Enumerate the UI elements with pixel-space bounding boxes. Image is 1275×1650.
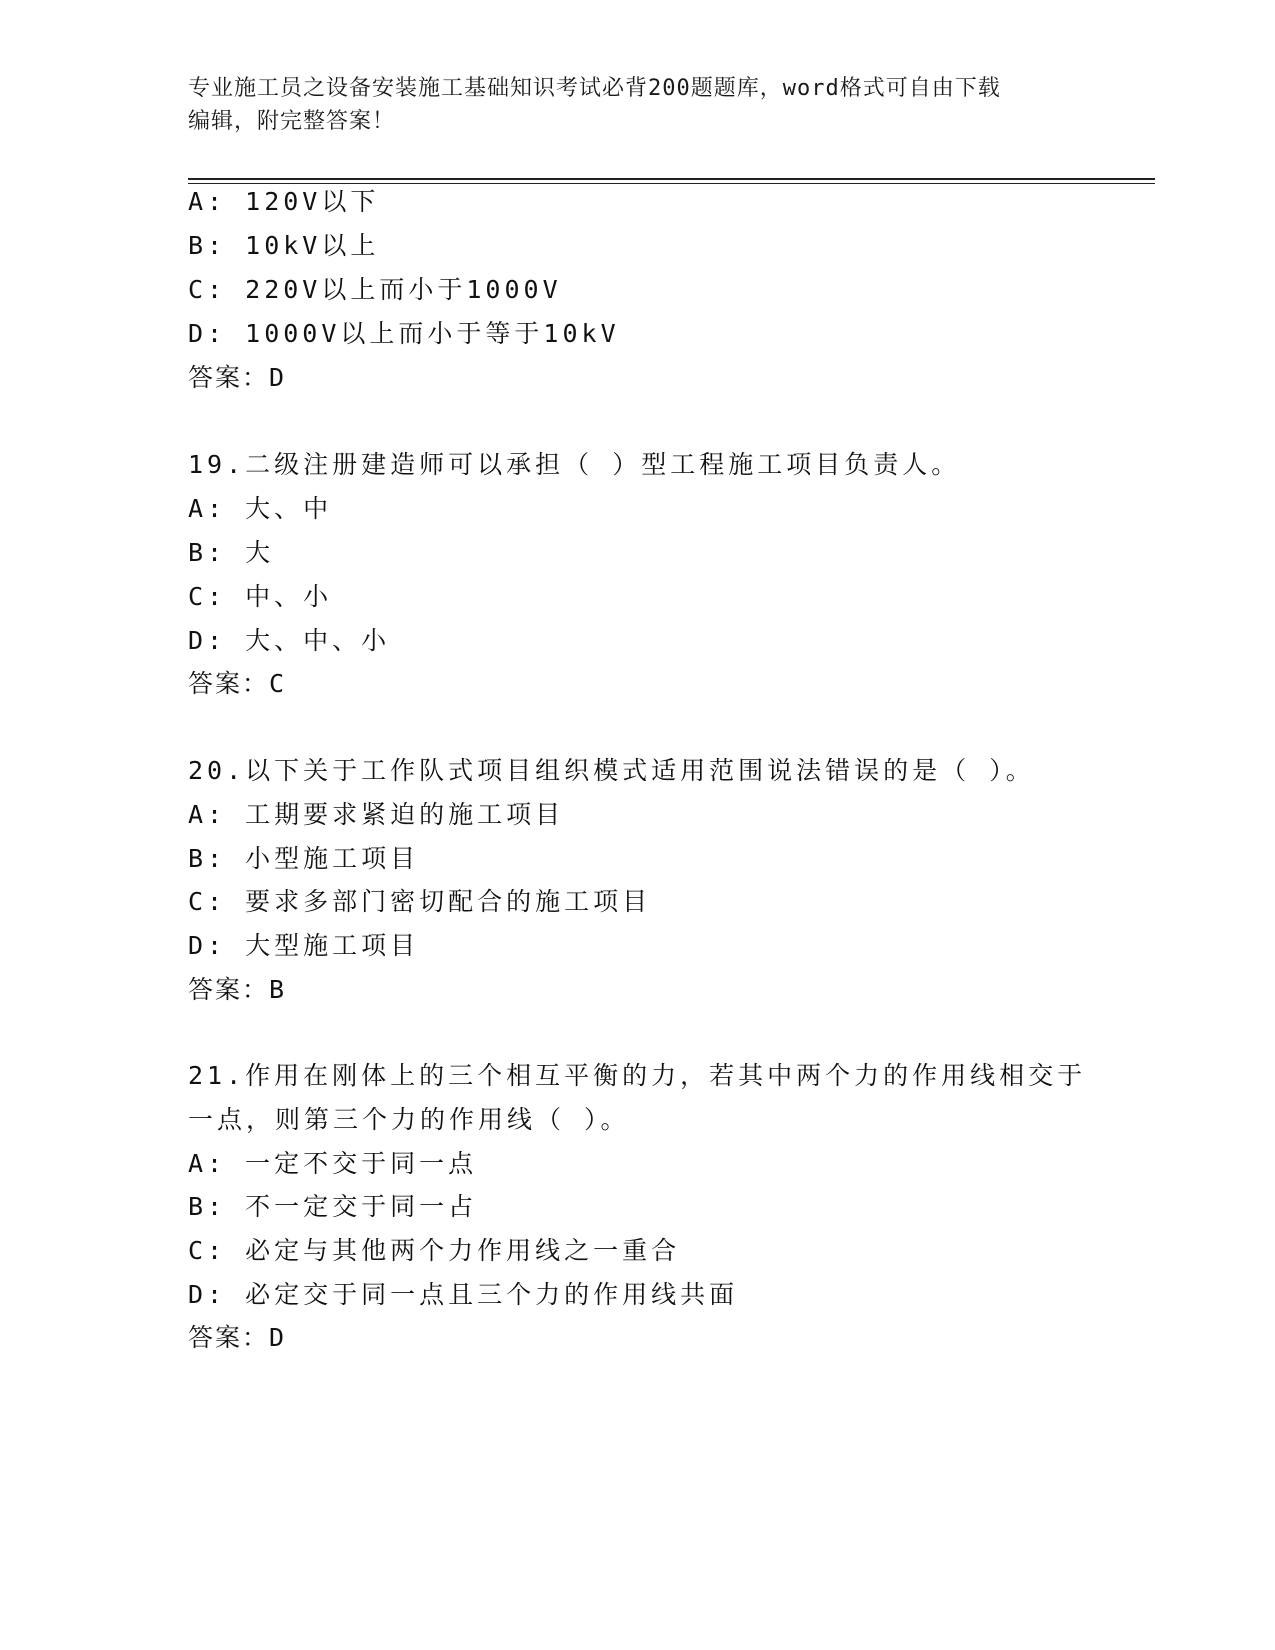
q19-option-b: B: 大 <box>188 538 275 567</box>
q18-option-a: A: 120V以下 <box>188 187 380 216</box>
q21-question-line-2: 一点，则第三个力的作用线（ ）。 <box>188 1105 630 1134</box>
q18-answer: 答案：D <box>188 363 287 392</box>
q21-answer: 答案：D <box>188 1323 287 1352</box>
q18-option-c: C: 220V以上而小于1000V <box>188 275 562 304</box>
q20-option-b: B: 小型施工项目 <box>188 844 420 873</box>
q20-option-a: A: 工期要求紧迫的施工项目 <box>188 800 565 829</box>
q20-answer: 答案：B <box>188 975 287 1004</box>
q18-option-b: B: 10kV以上 <box>188 231 380 260</box>
q20-option-c: C: 要求多部门密切配合的施工项目 <box>188 887 652 916</box>
document-header <box>188 72 1088 138</box>
q19-option-d: D: 大、中、小 <box>188 626 391 655</box>
q21-option-b: B: 不一定交于同一占 <box>188 1192 478 1221</box>
q18-option-d: D: 1000V以上而小于等于10kV <box>188 319 620 348</box>
header-line-2: 编辑，附完整答案！ <box>188 109 396 134</box>
q20-option-d: D: 大型施工项目 <box>188 931 420 960</box>
header-divider-thick <box>188 178 1155 180</box>
q19-question: 19.二级注册建造师可以承担（ ）型工程施工项目负责人。 <box>188 450 961 479</box>
header-line-1: 专业施工员之设备安装施工基础知识考试必背200题题库，word格式可自由下载 <box>188 76 1001 101</box>
header-divider-thin <box>188 183 1155 184</box>
q21-option-d: D: 必定交于同一点且三个力的作用线共面 <box>188 1280 739 1309</box>
q19-option-a: A: 大、中 <box>188 494 333 523</box>
q21-question-line-1: 21.作用在刚体上的三个相互平衡的力，若其中两个力的作用线相交于 <box>188 1061 1087 1090</box>
q21-option-c: C: 必定与其他两个力作用线之一重合 <box>188 1236 681 1265</box>
q19-answer: 答案：C <box>188 669 287 698</box>
q19-option-c: C: 中、小 <box>188 582 333 611</box>
q20-question: 20.以下关于工作队式项目组织模式适用范围说法错误的是（ ）。 <box>188 756 1035 785</box>
q21-option-a: A: 一定不交于同一点 <box>188 1149 478 1178</box>
